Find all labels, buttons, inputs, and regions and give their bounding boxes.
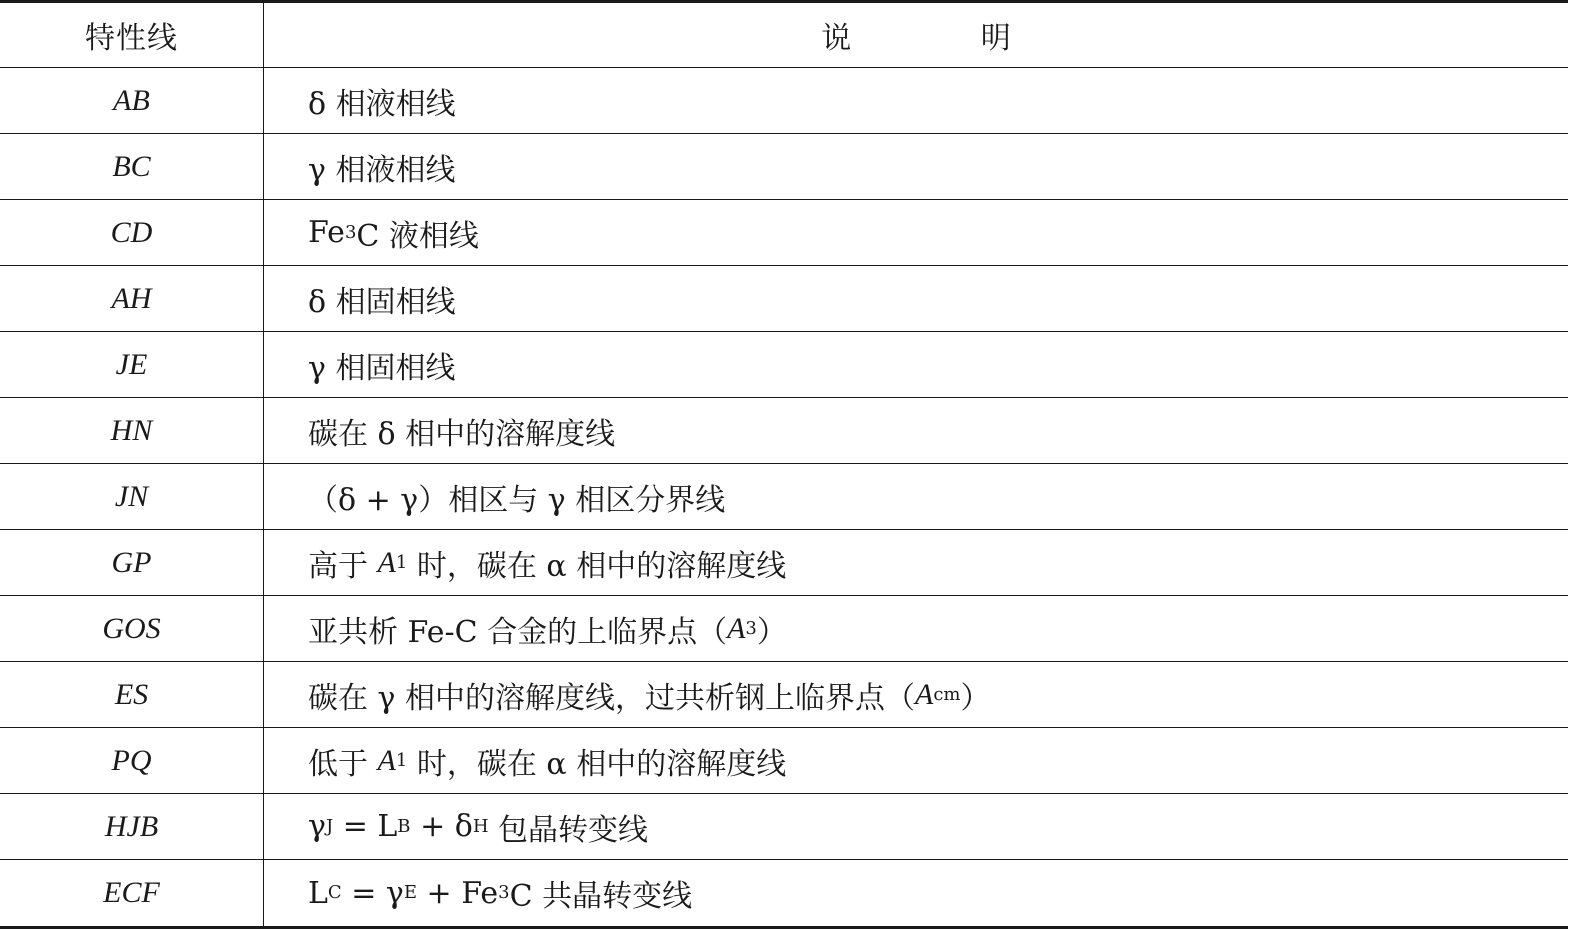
line-code: GOS [0,596,264,661]
desc-text: 亚共析 Fe-C 合金的上临界点（ [308,614,728,650]
table-row [0,68,1568,134]
line-code: GP [0,530,264,595]
line-code: JE [0,332,264,397]
eq-part: 包晶转变线 [488,812,649,848]
line-code: PQ [0,728,264,793]
variable: A [727,611,746,645]
line-description: 碳在 δ 相中的溶解度线 [308,416,616,452]
line-description: 碳在 γ 相中的溶解度线，过共析钢上临界点（ A cm ） [264,662,1568,727]
eq-part: γ [308,809,326,844]
eq-part: + δ [410,809,473,844]
line-description: （δ + γ）相区与 γ 相区分界线 [308,482,726,518]
line-description: γ 相固相线 [308,350,456,386]
eq-part: C 共晶转变线 [509,879,693,914]
table-row [0,728,1568,794]
line-description: 低于 A 1 时，碳在 α 相中的溶解度线 [264,728,1568,793]
desc-text: 高于 [308,548,378,584]
table-row [0,596,1568,662]
table-row [0,134,1568,200]
eq-part: + Fe [416,875,499,911]
desc-text: 时，碳在 α 相中的溶解度线 [407,548,787,584]
table-row [0,662,1568,728]
line-code: ECF [0,860,264,926]
variable: A [377,743,396,777]
table-row [0,398,1568,464]
line-description: 高于 A 1 时，碳在 α 相中的溶解度线 [264,530,1568,595]
table-row [0,266,1568,332]
line-description: γ 相液相线 [308,152,456,188]
line-code: AH [0,266,264,331]
line-code: HJB [0,794,264,859]
header-description: 说 明 [821,21,1011,56]
header-characteristic-line: 特性线 [0,3,264,67]
line-code: CD [0,200,264,265]
desc-text: ） [960,680,991,716]
eq-part: = γ [341,875,404,911]
variable: A [915,677,934,711]
eq-part: = L [333,809,398,844]
variable: A [377,545,396,579]
line-description: 亚共析 Fe-C 合金的上临界点（ A 3 ） [264,596,1568,661]
desc-text: C 液相线 [356,218,479,254]
table-header-row [0,3,1568,68]
desc-text: ） [756,614,787,650]
table-row [0,332,1568,398]
table-row [0,794,1568,860]
line-description: L C = γ E + Fe 3 C 共晶转变线 [264,860,1568,926]
line-code: ES [0,662,264,727]
table-row [0,530,1568,596]
table-row [0,464,1568,530]
desc-text: 低于 [308,746,378,782]
line-description: Fe 3 C 液相线 [264,200,1568,265]
line-description: γ J = L B + δ H 包晶转变线 [264,794,1568,859]
table-row [0,200,1568,266]
eq-part: L [308,875,328,911]
line-code: HN [0,398,264,463]
line-code: AB [0,68,264,133]
table-row [0,860,1568,926]
desc-text: Fe [308,215,345,250]
line-code: BC [0,134,264,199]
line-code: JN [0,464,264,529]
desc-text: 时，碳在 α 相中的溶解度线 [407,746,787,782]
line-description: δ 相液相线 [308,86,456,122]
line-description: δ 相固相线 [308,284,456,320]
desc-text: 碳在 γ 相中的溶解度线，过共析钢上临界点（ [308,680,916,716]
